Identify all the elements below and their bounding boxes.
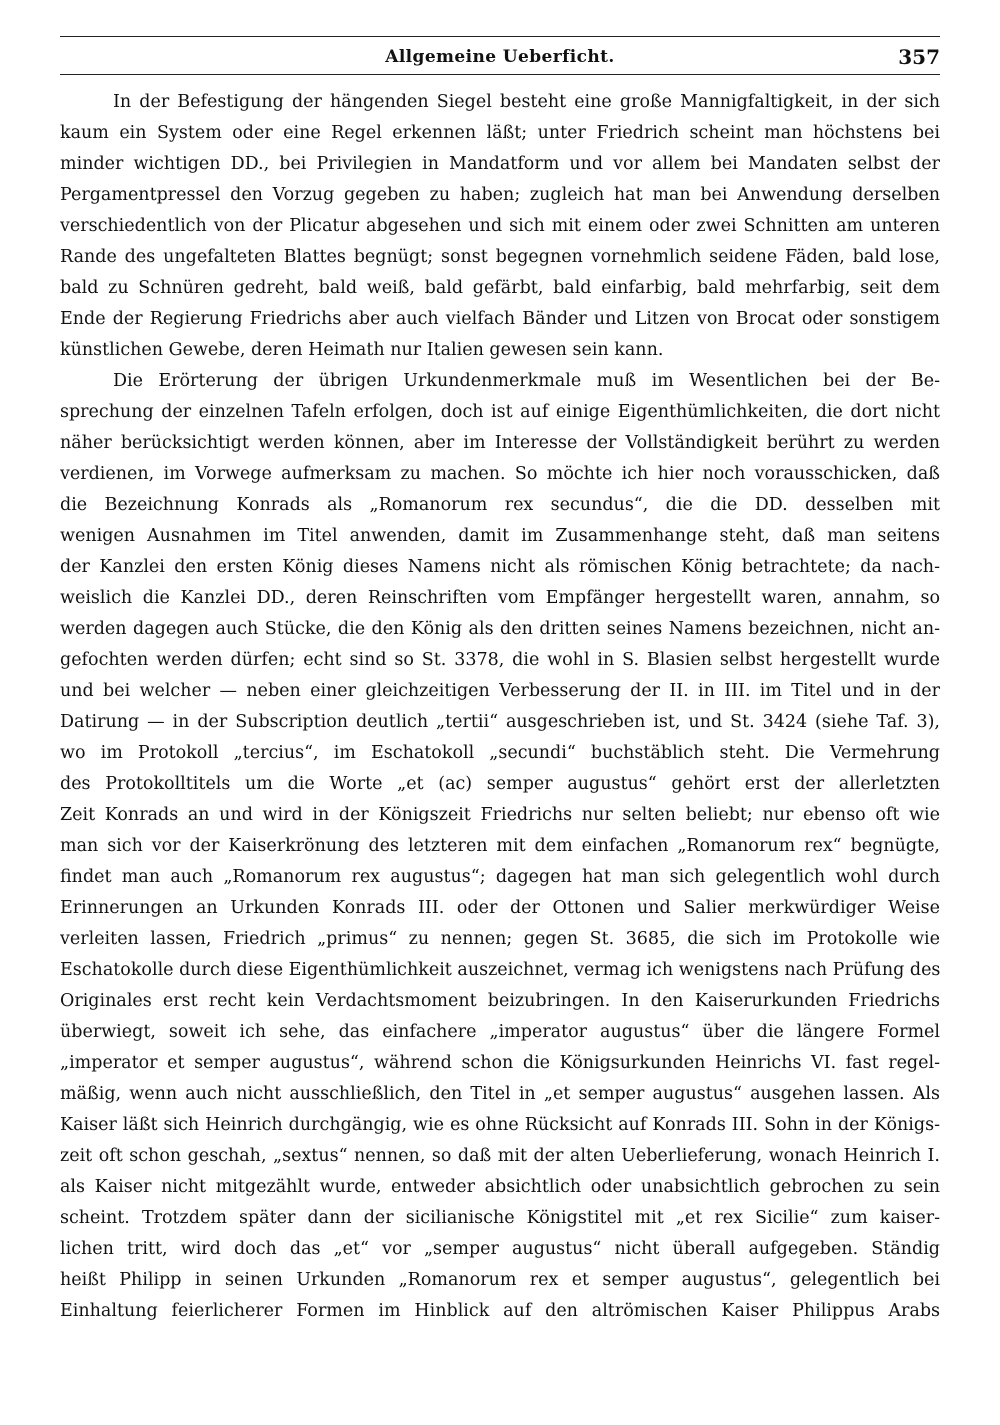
- page-number: 357: [898, 45, 940, 69]
- text-line: Pergamentpressel den Vorzug gegeben zu haben; zugleich hat man bei Anwendung derselben: [60, 185, 940, 205]
- text-line: Rande des ungefalteten Blattes begnügt; sonst begegnen vornehmlich seidene Fäden, bald lose,: [60, 247, 940, 267]
- text-line: werden dagegen auch Stücke, die den König als den dritten seines Namens bezeichnen, nicht an-: [60, 619, 940, 639]
- text-line: man sich vor der Kaiserkrönung des letzteren mit dem einfachen „Romanorum rex“ begnügte,: [60, 836, 940, 856]
- text-line: weislich die Kanzlei DD., deren Reinschriften vom Empfänger hergestellt waren, annahm, so: [60, 588, 940, 608]
- text-line: Datirung — in der Subscription deutlich „tertii“ ausgeschrieben ist, und St. 3424 (siehe Taf. 3),: [60, 712, 940, 732]
- text-line: kaum ein System oder eine Regel erkennen läßt; unter Friedrich scheint man höchstens bei: [60, 123, 940, 143]
- text-line: überwiegt, soweit ich sehe, das einfachere „imperator augustus“ über die längere Formel: [60, 1022, 940, 1042]
- text-line: die Bezeichnung Konrads als „Romanorum rex secundus“, die die DD. desselben mit: [60, 495, 940, 515]
- text-line: Kaiser läßt sich Heinrich durchgängig, wie es ohne Rücksicht auf Konrads III. Sohn in der Königs-: [60, 1115, 940, 1135]
- text-line: Einhaltung feierlicherer Formen im Hinblick auf den altrömischen Kaiser Philippus Arabs: [60, 1301, 940, 1321]
- text-line: Erinnerungen an Urkunden Konrads III. oder der Ottonen und Salier merkwürdiger Weise: [60, 898, 940, 918]
- text-line: der Kanzlei den ersten König dieses Namens nicht als römischen König betrachtete; da nach-: [60, 557, 940, 577]
- text-line: Eschatokolle durch diese Eigenthümlichkeit auszeichnet, vermag ich wenigstens nach Prüfung des: [60, 960, 940, 980]
- header-rule: [60, 74, 940, 75]
- text-line: verdienen, im Vorwege aufmerksam zu machen. So möchte ich hier noch vorausschicken, daß: [60, 464, 940, 484]
- text-line: Die Erörterung der übrigen Urkundenmerkmale muß im Wesentlichen bei der Be-: [113, 371, 940, 391]
- text-line: künstlichen Gewebe, deren Heimath nur Italien gewesen sein kann.: [60, 340, 664, 360]
- paragraph-2: [60, 366, 940, 1327]
- text-line: heißt Philipp in seinen Urkunden „Romanorum rex et semper augustus“, gelegentlich bei: [60, 1270, 940, 1290]
- text-line: Ende der Regierung Friedrichs aber auch vielfach Bänder und Litzen von Brocat oder sonstigem: [60, 309, 940, 329]
- text-line: In der Befestigung der hängenden Siegel besteht eine große Mannigfaltigkeit, in der sich: [113, 92, 940, 112]
- text-line: scheint. Trotzdem später dann der sicilianische Königstitel mit „et rex Sicilie“ zum kaiser-: [60, 1208, 940, 1228]
- text-line: mäßig, wenn auch nicht ausschließlich, den Titel in „et semper augustus“ ausgehen lassen. Als: [60, 1084, 940, 1104]
- paragraph-1: [60, 87, 940, 366]
- text-line: sprechung der einzelnen Tafeln erfolgen, doch ist auf einige Eigenthümlichkeiten, die dort nicht: [60, 402, 940, 422]
- body-text: [60, 87, 940, 1327]
- text-line: Zeit Konrads an und wird in der Königszeit Friedrichs nur selten beliebt; nur ebenso oft wie: [60, 805, 940, 825]
- top-rule: [60, 36, 940, 37]
- text-line: bald zu Schnüren gedreht, bald weiß, bald gefärbt, bald einfarbig, bald mehrfarbig, seit dem: [60, 278, 940, 298]
- running-head: [60, 44, 940, 70]
- text-line: als Kaiser nicht mitgezählt wurde, entweder absichtlich oder unabsichtlich gebrochen zu sein: [60, 1177, 940, 1197]
- running-title: Allgemeine Ueberficht.: [385, 47, 615, 67]
- text-line: wenigen Ausnahmen im Titel anwenden, damit im Zusammenhange steht, daß man seitens: [60, 526, 940, 546]
- text-line: näher berücksichtigt werden können, aber im Interesse der Vollständigkeit berührt zu werden: [60, 433, 940, 453]
- text-line: „imperator et semper augustus“, während schon die Königsurkunden Heinrichs VI. fast regel-: [60, 1053, 940, 1073]
- text-line: findet man auch „Romanorum rex augustus“; dagegen hat man sich gelegentlich wohl durch: [60, 867, 940, 887]
- text-line: gefochten werden dürfen; echt sind so St. 3378, die wohl in S. Blasien selbst hergestellt wurde: [60, 650, 940, 670]
- text-line: verschiedentlich von der Plicatur abgesehen und sich mit einem oder zwei Schnitten am unteren: [60, 216, 940, 236]
- text-line: des Protokolltitels um die Worte „et (ac) semper augustus“ gehört erst der allerletzten: [60, 774, 940, 794]
- text-line: minder wichtigen DD., bei Privilegien in Mandatform und vor allem bei Mandaten selbst der: [60, 154, 940, 174]
- text-line: zeit oft schon geschah, „sextus“ nennen, so daß mit der alten Ueberlieferung, wonach Heinrich I.: [60, 1146, 940, 1166]
- text-line: verleiten lassen, Friedrich „primus“ zu nennen; gegen St. 3685, die sich im Protokolle wie: [60, 929, 940, 949]
- text-line: und bei welcher — neben einer gleichzeitigen Verbesserung der II. in III. im Titel und in der: [60, 681, 940, 701]
- text-line: wo im Protokoll „tercius“, im Eschatokoll „secundi“ buchstäblich steht. Die Vermehrung: [60, 743, 940, 763]
- text-line: lichen tritt, wird doch das „et“ vor „semper augustus“ nicht überall aufgegeben. Ständig: [60, 1239, 940, 1259]
- text-line: Originales erst recht kein Verdachtsmoment beizubringen. In den Kaiserurkunden Friedrichs: [60, 991, 940, 1011]
